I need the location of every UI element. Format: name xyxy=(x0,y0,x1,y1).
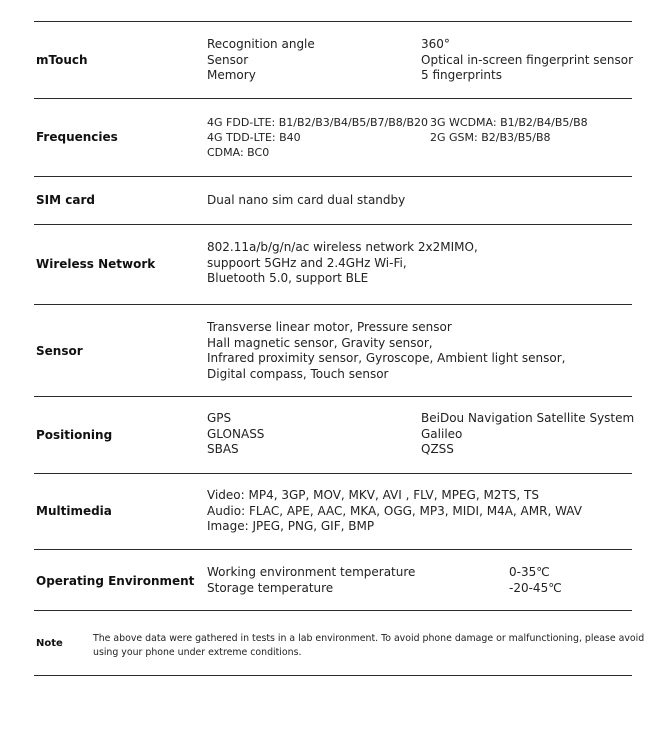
spec-values-mtouch xyxy=(421,37,633,84)
spec-label-mtouch: mTouch xyxy=(36,53,88,67)
note-text xyxy=(93,632,644,659)
spec-item: GPS xyxy=(207,411,232,425)
divider xyxy=(34,304,632,305)
spec-label-sensor: Sensor xyxy=(36,344,83,358)
spec-item: Video: MP4, 3GP, MOV, MKV, AVI , FLV, MPEG, M2TS, TS xyxy=(207,488,539,502)
spec-item: SBAS xyxy=(207,442,239,456)
spec-item: 802.11a/b/g/n/ac wireless network 2x2MIMO, xyxy=(207,240,478,254)
spec-item: Audio: FLAC, APE, AAC, MKA, OGG, MP3, MIDI, M4A, AMR, WAV xyxy=(207,503,582,518)
spec-value: 5 fingerprints xyxy=(421,68,502,82)
spec-label-environment: Operating Environment xyxy=(36,574,195,588)
spec-item: Storage temperature xyxy=(207,580,334,595)
spec-label-multimedia: Multimedia xyxy=(36,504,112,518)
spec-item: Image: JPEG, PNG, GIF, BMP xyxy=(207,519,375,533)
spec-item: 3G WCDMA: B1/B2/B4/B5/B8 xyxy=(430,116,588,129)
spec-value: -20-45℃ xyxy=(509,580,562,595)
divider xyxy=(34,176,632,177)
spec-item: QZSS xyxy=(421,442,454,456)
spec-item: 4G TDD-LTE: B40 xyxy=(207,131,301,144)
spec-label-sim: SIM card xyxy=(36,193,95,207)
divider xyxy=(34,21,632,22)
spec-value: 0-35℃ xyxy=(509,565,550,579)
divider xyxy=(34,224,632,225)
spec-items-wireless xyxy=(207,240,478,287)
divider xyxy=(34,549,632,550)
spec-item: Memory xyxy=(207,68,256,82)
spec-item: 2G GSM: B2/B3/B5/B8 xyxy=(430,131,551,144)
spec-items-positioning-left xyxy=(207,411,264,458)
spec-items-frequencies-right xyxy=(430,115,588,145)
spec-item: Bluetooth 5.0, support BLE xyxy=(207,271,369,285)
spec-item: Dual nano sim card dual standby xyxy=(207,193,406,207)
spec-value: 360° xyxy=(421,37,450,51)
spec-item: Hall magnetic sensor, Gravity sensor, xyxy=(207,335,433,350)
note-line: using your phone under extreme conditions. xyxy=(93,646,302,658)
spec-item: Galileo xyxy=(421,426,463,441)
divider xyxy=(34,98,632,99)
spec-items-multimedia xyxy=(207,488,582,535)
divider xyxy=(34,675,632,676)
spec-item: Digital compass, Touch sensor xyxy=(207,366,389,381)
spec-label-frequencies: Frequencies xyxy=(36,130,118,144)
spec-item: Sensor xyxy=(207,52,249,67)
spec-value: Optical in-screen fingerprint sensor xyxy=(421,52,634,67)
spec-item: BeiDou Navigation Satellite System xyxy=(421,411,635,425)
spec-items-sensor xyxy=(207,320,565,382)
divider xyxy=(34,473,632,474)
spec-items-positioning-right xyxy=(421,411,634,458)
spec-values-environment xyxy=(509,565,562,596)
note-line: The above data were gathered in tests in a lab environment. To avoid phone damage or malfunctioning, please avoid xyxy=(93,633,645,644)
spec-item: Recognition angle xyxy=(207,37,315,51)
spec-item: 4G FDD-LTE: B1/B2/B3/B4/B5/B7/B8/B20 xyxy=(207,116,429,129)
spec-items-environment xyxy=(207,565,415,596)
spec-item: CDMA: BC0 xyxy=(207,146,270,159)
spec-label-wireless: Wireless Network xyxy=(36,257,156,271)
note-label: Note xyxy=(36,638,63,649)
spec-items-sim xyxy=(207,193,405,209)
spec-item: Infrared proximity sensor, Gyroscope, Ambient light sensor, xyxy=(207,351,566,365)
spec-items-frequencies-left xyxy=(207,115,428,160)
spec-label-positioning: Positioning xyxy=(36,428,113,442)
spec-item: Working environment temperature xyxy=(207,565,416,579)
divider xyxy=(34,396,632,397)
spec-item: GLONASS xyxy=(207,426,265,441)
divider xyxy=(34,610,632,611)
spec-item: suppoort 5GHz and 2.4GHz Wi-Fi, xyxy=(207,255,407,270)
spec-items-mtouch xyxy=(207,37,315,84)
spec-item: Transverse linear motor, Pressure sensor xyxy=(207,320,452,334)
